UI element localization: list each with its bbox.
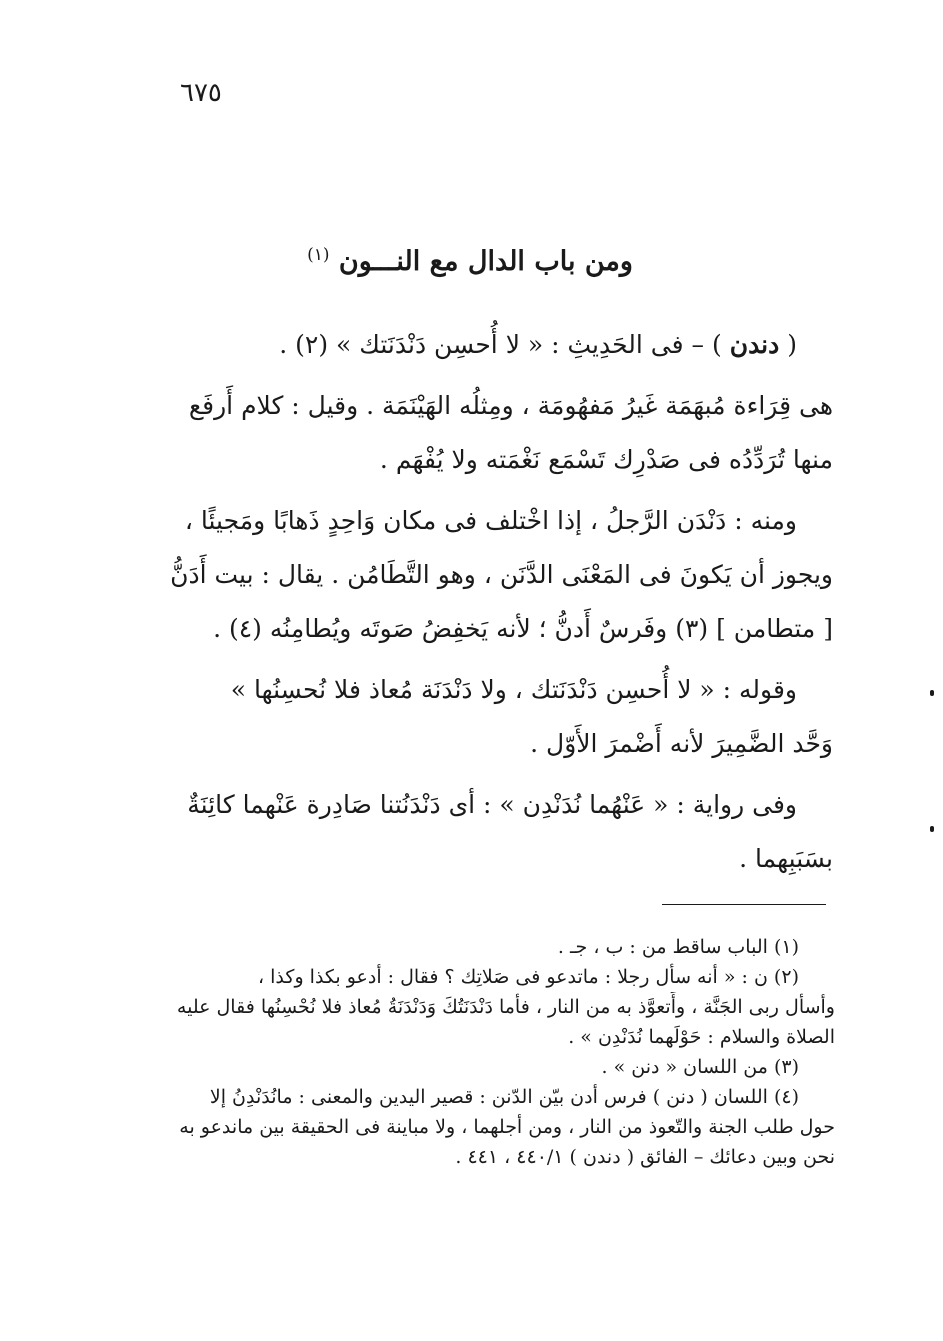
footnote-line: نحن وبين دعائك – الفائق ( دندن ) ٤٤٠/١ ، ٤٤١ . — [455, 1146, 835, 1168]
headword-close-paren: ) — [711, 330, 722, 359]
footnote-line: الصلاة والسلام : حَوْلَهما نُدَنْدِن » . — [568, 1026, 835, 1048]
entry-line-7: وقوله : « لا أُحسِن دَنْدَنَتك ، ولا دَنْدَنَة مُعاذ فلا نُحسِنُها » — [230, 675, 797, 704]
chapter-footnote-ref: (١) — [307, 245, 330, 265]
footnote-line: وأسأل ربى الجَنَّة ، وأَتعوَّذ به من النار ، فأما دَنْدَنَتُكَ وَدَنْدَنَةُ مُعاذ فلا نُحْسِنُها فقال عليه — [176, 996, 835, 1018]
footnote-line: حول طلب الجنة والتّعوذ من النار ، ومن أجلهما ، ولا مباينة فى الحقيقة بين ماندعو به — [179, 1116, 835, 1138]
entry-line-3: منها تُرَدِّدُه فى صَدْرِك تَسْمَع نَغْمَته ولا يُفْهَم . — [379, 445, 833, 474]
footnote-line: (٢) ن : « أنه سأل رجلا : ماتدعو فى صَلاتِك ؟ فقال : أدعو بكذا وكذا ، — [257, 966, 799, 988]
margin-mark — [930, 826, 934, 832]
entry-body — [133, 318, 833, 886]
entry-line-2: هى قِرَاءة مُبهَمَة غَيرُ مَفهُومَة ، ومِثلُه الهَيْنَمَة . وقيل : كلام أَرفَع — [188, 391, 833, 420]
entry-line-8: وَحَّد الضَّمِيرَ لأنه أَضْمرَ الأَوّل . — [530, 729, 833, 758]
entry-line-1 — [133, 318, 833, 372]
margin-mark — [930, 690, 934, 696]
entry-line-text: – فى الحَدِيثِ : « لا أُحسِن دَنْدَنَتك » (٢) . — [279, 330, 705, 359]
entry-line-9: وفى رواية : « عَنْهُما نُدَنْدِن » : أى دَنْدَنُتنا صَادِرة عَنْهما كائِنَةٌ — [187, 790, 797, 819]
page-number: ٦٧٥ — [180, 78, 222, 108]
entry-line-6: [ متطامن ] (٣) وفَرسٌ أَدنُّ ؛ لأنه يَخفِضُ صَوتَه ويُطامِنُه (٤) . — [213, 614, 833, 643]
footnote-line: (٤) اللسان ( دنن ) فرس أدن بيّن الدّنن : قصير اليدين والمعنى : مانُدَنْدِنُ إلا — [209, 1086, 799, 1108]
footnote-line: (١) الباب ساقط من : ب ، جـ . — [557, 936, 799, 958]
entry-line-5: ويجوز أن يَكونَ فى المَعْنَى الدَّنَن ، وهو التَّطَامُن . يقال : بيت أَدَنُّ — [170, 560, 833, 589]
chapter-title-text: ومن باب الدال مع النـــون — [338, 246, 633, 277]
footnote-divider — [662, 904, 826, 905]
entry-headword: دندن — [729, 330, 780, 359]
headword-open-paren: ( — [787, 330, 797, 359]
footnotes — [118, 932, 835, 1172]
footnote-line: (٣) من اللسان « دنن » . — [601, 1056, 799, 1078]
entry-line-4: ومنه : دَنْدَن الرَّجلُ ، إذا اخْتلف فى مكان وَاحِدٍ ذَهابًا ومَجيئًا ، — [184, 506, 797, 535]
chapter-title — [140, 245, 800, 277]
entry-line-10: بسَبَبِهما . — [739, 844, 833, 873]
